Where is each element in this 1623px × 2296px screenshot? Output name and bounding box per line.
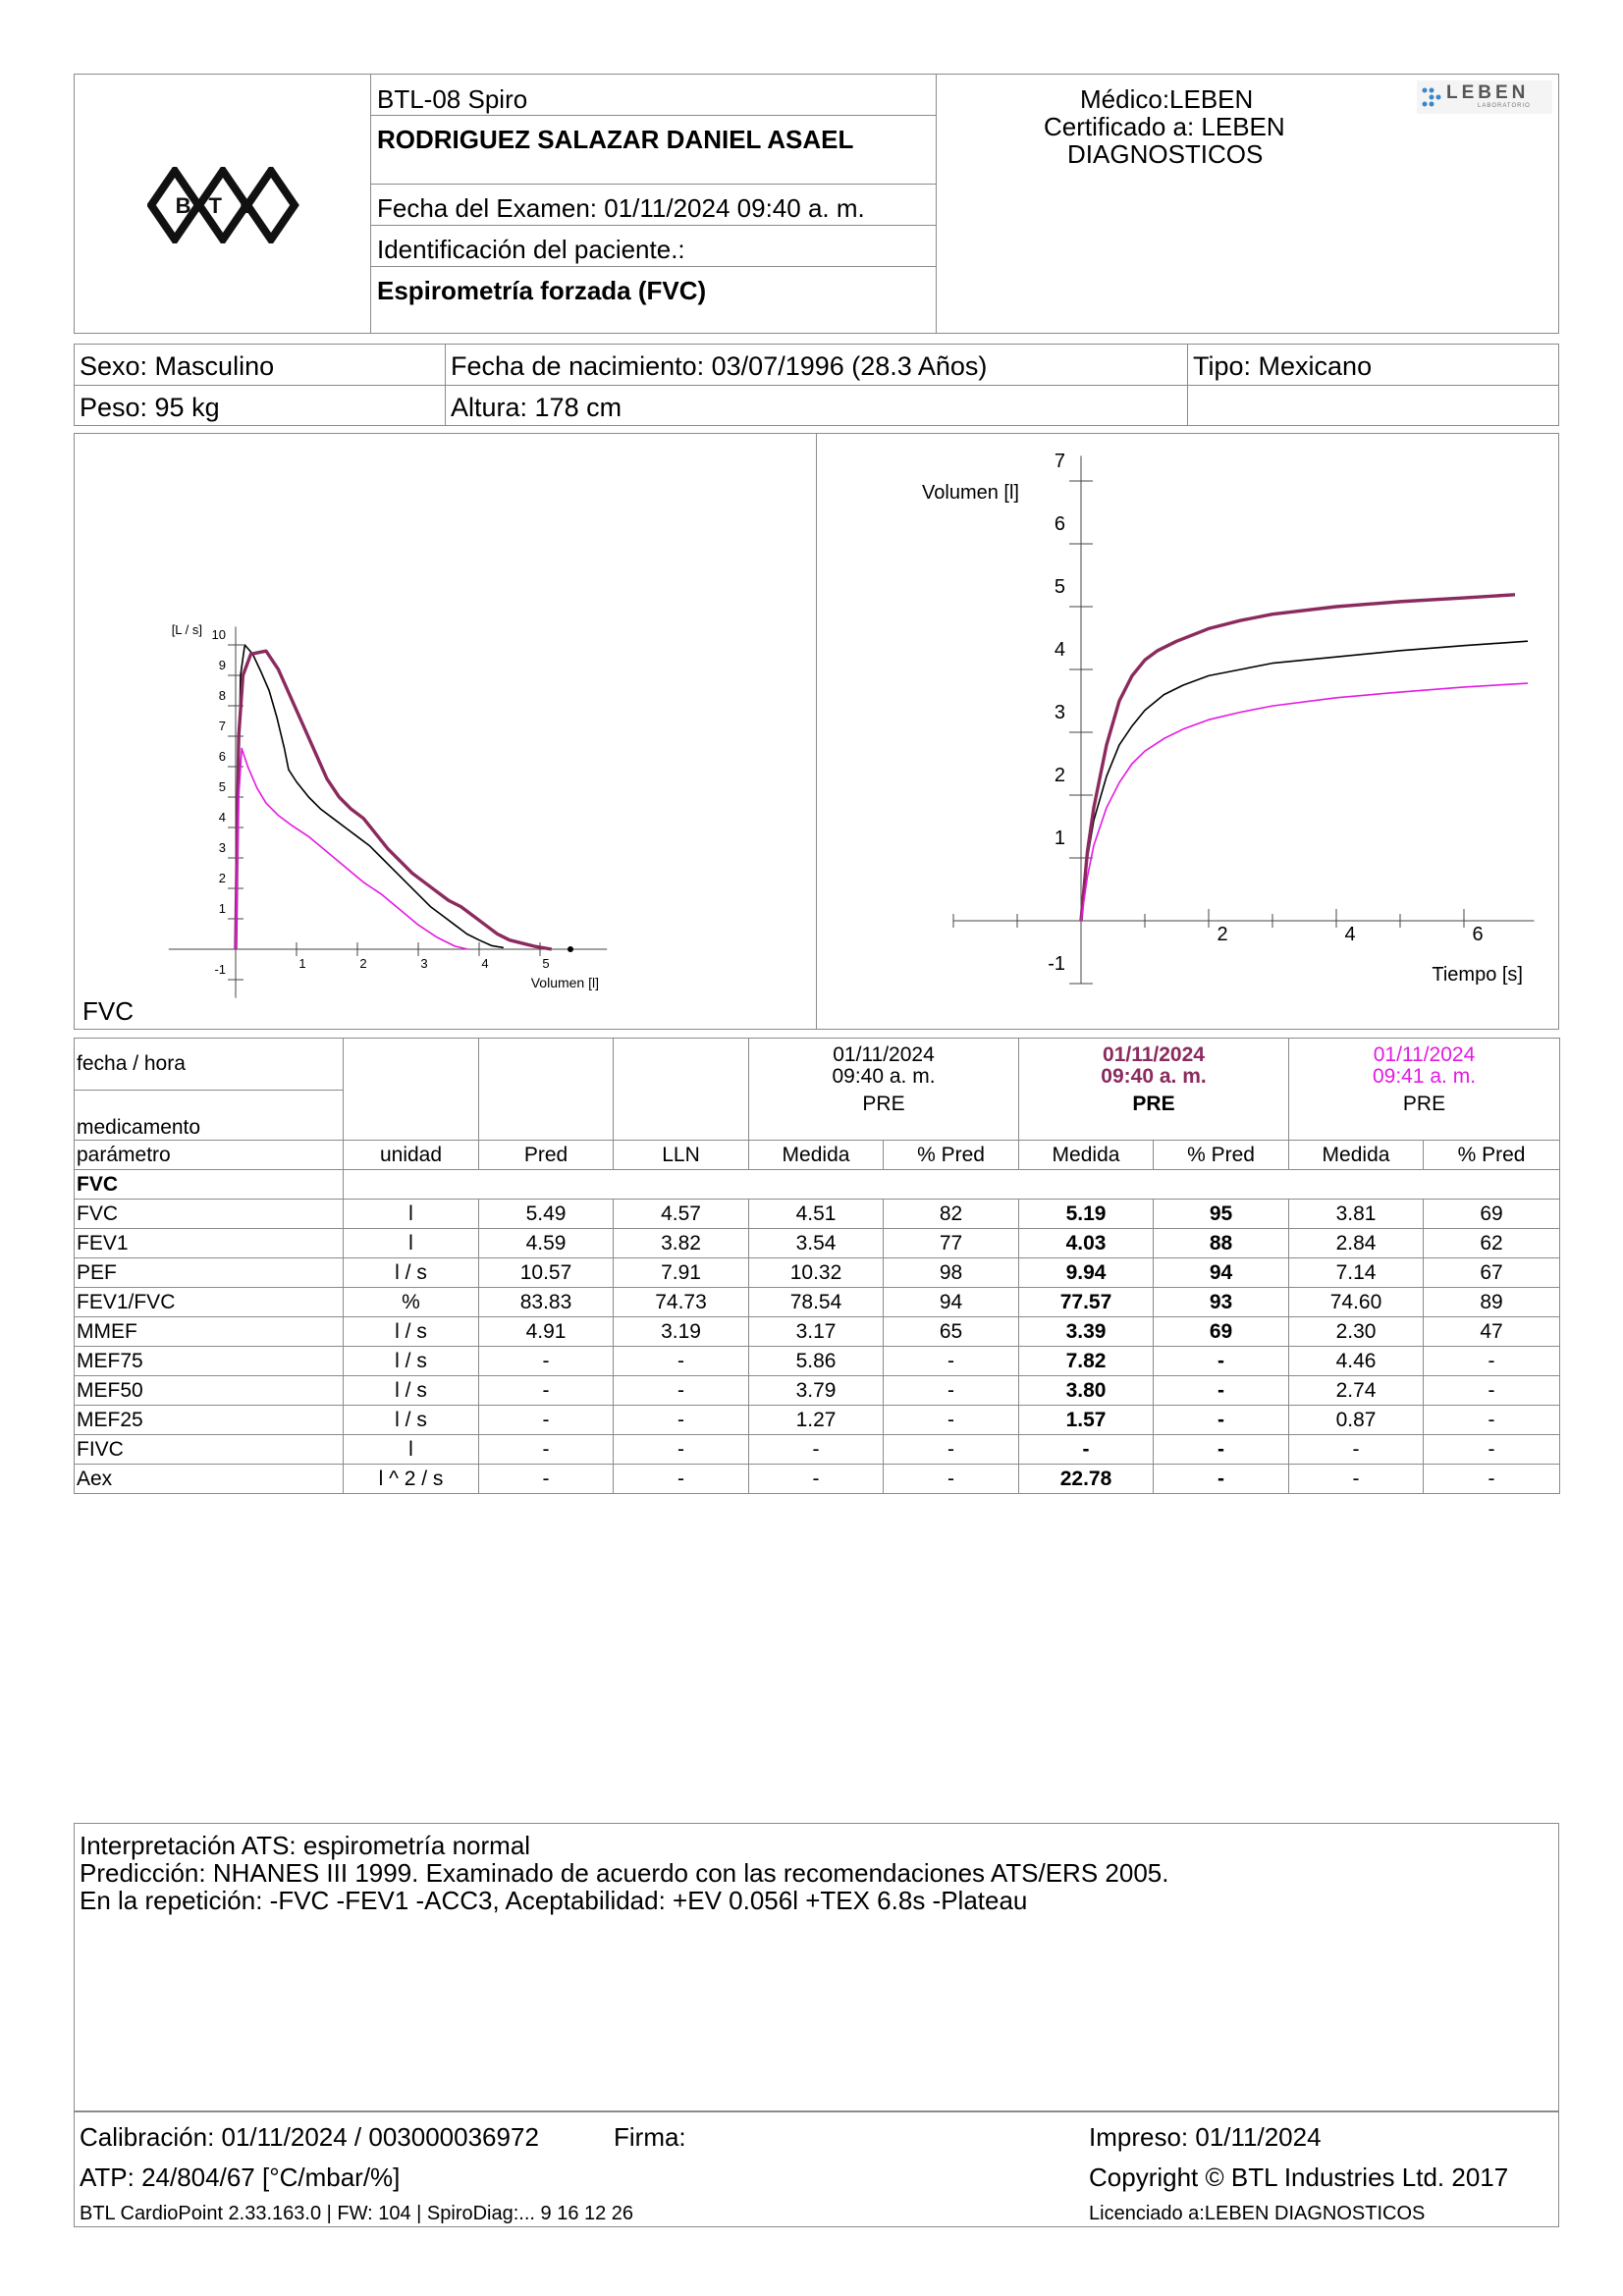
table-cell: 22.78 xyxy=(1019,1465,1154,1494)
table-cell: 7.14 xyxy=(1289,1258,1424,1288)
table-cell: 98 xyxy=(884,1258,1019,1288)
table-cell: - xyxy=(479,1435,614,1465)
y-tick-label: 7 xyxy=(218,719,226,733)
leben-logo-text: LEBEN xyxy=(1446,82,1530,103)
device-name: BTL-08 Spiro xyxy=(377,84,528,114)
header-pctpred-3: % Pred xyxy=(1424,1141,1560,1170)
table-row xyxy=(75,1406,1560,1435)
exam-date: Fecha del Examen: 01/11/2024 09:40 a. m. xyxy=(377,193,865,223)
session-3-time: 09:41 a. m. xyxy=(1372,1065,1477,1088)
session-2-med: PRE xyxy=(1132,1093,1175,1115)
header-lln: LLN xyxy=(614,1141,749,1170)
session-1-date: 01/11/2024 xyxy=(833,1043,935,1066)
table-cell: - xyxy=(479,1376,614,1406)
leben-logo-icon xyxy=(1421,86,1442,108)
series-line xyxy=(1081,641,1528,921)
table-cell: - xyxy=(479,1347,614,1376)
table-cell: - xyxy=(1289,1465,1424,1494)
table-row xyxy=(75,1465,1560,1494)
interpretation-line1: Interpretación ATS: espirometría normal xyxy=(80,1831,531,1860)
table-cell: 3.82 xyxy=(614,1229,749,1258)
table-cell: MEF25 xyxy=(75,1406,344,1435)
y-tick-label: 10 xyxy=(211,627,226,642)
copyright: Copyright © BTL Industries Ltd. 2017 xyxy=(1089,2163,1509,2192)
printed-date: Impreso: 01/11/2024 xyxy=(1089,2122,1322,2152)
table-cell: - xyxy=(614,1376,749,1406)
atp: ATP: 24/804/67 [°C/mbar/%] xyxy=(80,2163,401,2192)
table-cell: 7.91 xyxy=(614,1258,749,1288)
y-tick-label: -1 xyxy=(1048,953,1065,975)
test-type: Espirometría forzada (FVC) xyxy=(377,276,707,305)
x-tick-label: 1 xyxy=(298,956,306,971)
table-cell: 3.39 xyxy=(1019,1317,1154,1347)
table-cell: FEV1 xyxy=(75,1229,344,1258)
table-row xyxy=(75,1229,1560,1258)
table-cell: 83.83 xyxy=(479,1288,614,1317)
y-tick-label: 7 xyxy=(1054,451,1065,472)
table-cell: 88 xyxy=(1154,1229,1289,1258)
end-marker xyxy=(568,946,573,952)
table-cell: 78.54 xyxy=(749,1288,884,1317)
certified-line2: DIAGNOSTICOS xyxy=(1067,139,1264,169)
table-cell: 4.03 xyxy=(1019,1229,1154,1258)
leben-logo-sub: LABORATORIO xyxy=(1478,103,1531,109)
header-unidad: unidad xyxy=(344,1141,479,1170)
table-cell: l / s xyxy=(344,1258,479,1288)
header-parametro: parámetro xyxy=(75,1141,344,1170)
patient-birth: Fecha de nacimiento: 03/07/1996 (28.3 Años) xyxy=(451,351,988,381)
table-row xyxy=(75,1258,1560,1288)
table-cell: 3.54 xyxy=(749,1229,884,1258)
table-cell: 67 xyxy=(1424,1258,1560,1288)
table-cell: 89 xyxy=(1424,1288,1560,1317)
header-medida-1: Medida xyxy=(749,1141,884,1170)
x-tick-label: 5 xyxy=(542,956,550,971)
interpretation-line3: En la repetición: -FVC -FEV1 -ACC3, Aceptabilidad: +EV 0.056l +TEX 6.8s -Plateau xyxy=(80,1886,1028,1915)
table-cell: 3.81 xyxy=(1289,1200,1424,1229)
y-tick-label: 6 xyxy=(1054,513,1065,535)
table-cell: 3.80 xyxy=(1019,1376,1154,1406)
results-table xyxy=(74,1038,1560,1494)
table-cell: 5.49 xyxy=(479,1200,614,1229)
table-cell: 2.84 xyxy=(1289,1229,1424,1258)
y-tick-label: 8 xyxy=(218,688,226,703)
table-cell: - xyxy=(614,1465,749,1494)
table-cell: - xyxy=(884,1376,1019,1406)
table-cell: 77.57 xyxy=(1019,1288,1154,1317)
table-cell: 74.60 xyxy=(1289,1288,1424,1317)
medicamento-label: medicamento xyxy=(75,1091,344,1141)
session-3-header xyxy=(1289,1039,1560,1141)
section-fvc: FVC xyxy=(75,1170,344,1200)
x-tick-label: 2 xyxy=(1217,924,1228,945)
btl-logo xyxy=(147,167,299,243)
header-medida-2: Medida xyxy=(1019,1141,1154,1170)
table-cell: 4.51 xyxy=(749,1200,884,1229)
header-pctpred-2: % Pred xyxy=(1154,1141,1289,1170)
session-3-date: 01/11/2024 xyxy=(1373,1043,1476,1066)
table-cell: 4.57 xyxy=(614,1200,749,1229)
table-cell: - xyxy=(479,1406,614,1435)
table-cell: Aex xyxy=(75,1465,344,1494)
table-cell: MEF50 xyxy=(75,1376,344,1406)
table-row xyxy=(75,1200,1560,1229)
table-cell: l ^ 2 / s xyxy=(344,1465,479,1494)
table-cell: - xyxy=(1289,1435,1424,1465)
patient-name: RODRIGUEZ SALAZAR DANIEL ASAEL xyxy=(377,125,854,154)
table-cell: 2.74 xyxy=(1289,1376,1424,1406)
session-1-med: PRE xyxy=(862,1093,905,1115)
y-tick-label: 4 xyxy=(218,810,226,825)
table-cell: l xyxy=(344,1200,479,1229)
patient-id-label: Identificación del paciente.: xyxy=(377,235,685,264)
calibration: Calibración: 01/11/2024 / 003000036972 xyxy=(80,2122,539,2152)
table-cell: MEF75 xyxy=(75,1347,344,1376)
leben-logo xyxy=(1417,80,1552,114)
y-tick-label: 9 xyxy=(218,658,226,672)
table-cell: 3.17 xyxy=(749,1317,884,1347)
table-cell: 3.19 xyxy=(614,1317,749,1347)
table-cell: MMEF xyxy=(75,1317,344,1347)
table-cell: 7.82 xyxy=(1019,1347,1154,1376)
table-cell: 4.91 xyxy=(479,1317,614,1347)
header-pctpred-1: % Pred xyxy=(884,1141,1019,1170)
series-line xyxy=(1081,595,1515,921)
table-cell: - xyxy=(1154,1406,1289,1435)
doctor-label: Médico:LEBEN xyxy=(1080,84,1254,114)
table-cell: - xyxy=(614,1406,749,1435)
y-axis-label: [L / s] xyxy=(171,622,202,637)
table-cell: 95 xyxy=(1154,1200,1289,1229)
certified-line1: Certificado a: LEBEN xyxy=(1044,112,1285,141)
table-cell: - xyxy=(614,1347,749,1376)
table-cell: FIVC xyxy=(75,1435,344,1465)
flow-volume-title: FVC xyxy=(82,996,134,1026)
table-cell: 69 xyxy=(1154,1317,1289,1347)
table-cell: 77 xyxy=(884,1229,1019,1258)
table-cell: % xyxy=(344,1288,479,1317)
table-cell: 10.57 xyxy=(479,1258,614,1288)
btl-logo-text: BTL xyxy=(175,193,271,218)
table-row xyxy=(75,1317,1560,1347)
table-cell: - xyxy=(884,1347,1019,1376)
table-cell: - xyxy=(1154,1376,1289,1406)
table-cell: - xyxy=(1154,1465,1289,1494)
x-tick-label: 6 xyxy=(1472,924,1484,945)
interpretation-line2: Predicción: NHANES III 1999. Examinado de acuerdo con las recomendaciones ATS/ERS 2005. xyxy=(80,1858,1169,1888)
table-cell: - xyxy=(884,1465,1019,1494)
y-tick-label: 6 xyxy=(218,749,226,764)
table-row xyxy=(75,1376,1560,1406)
table-cell: 2.30 xyxy=(1289,1317,1424,1347)
table-cell: 4.46 xyxy=(1289,1347,1424,1376)
table-cell: PEF xyxy=(75,1258,344,1288)
table-cell: l xyxy=(344,1435,479,1465)
y-tick-label: 4 xyxy=(1054,639,1065,661)
table-cell: 74.73 xyxy=(614,1288,749,1317)
table-cell: FVC xyxy=(75,1200,344,1229)
table-cell: 5.86 xyxy=(749,1347,884,1376)
table-cell: FEV1/FVC xyxy=(75,1288,344,1317)
session-2-date: 01/11/2024 xyxy=(1103,1043,1205,1066)
x-tick-label: 2 xyxy=(359,956,367,971)
table-cell: - xyxy=(884,1406,1019,1435)
header-medida-3: Medida xyxy=(1289,1141,1424,1170)
session-2-time: 09:40 a. m. xyxy=(1101,1065,1207,1088)
volume-time-chart xyxy=(817,434,1558,1029)
patient-sex: Sexo: Masculino xyxy=(80,351,275,381)
series-line xyxy=(236,748,467,949)
y-tick-label: -1 xyxy=(214,962,226,977)
table-cell: - xyxy=(479,1465,614,1494)
table-cell: 93 xyxy=(1154,1288,1289,1317)
table-row xyxy=(75,1288,1560,1317)
table-cell: l / s xyxy=(344,1406,479,1435)
table-cell: - xyxy=(749,1465,884,1494)
y-tick-label: 3 xyxy=(1054,702,1065,723)
table-cell: 82 xyxy=(884,1200,1019,1229)
session-3-med: PRE xyxy=(1402,1093,1446,1115)
patient-type: Tipo: Mexicano xyxy=(1193,351,1373,381)
table-cell: 94 xyxy=(1154,1258,1289,1288)
y-tick-label: 5 xyxy=(1054,576,1065,598)
table-cell: - xyxy=(1424,1465,1560,1494)
table-cell: - xyxy=(614,1435,749,1465)
table-cell: 47 xyxy=(1424,1317,1560,1347)
x-tick-label: 4 xyxy=(1344,924,1356,945)
y-tick-label: 3 xyxy=(218,840,226,855)
table-cell: 1.27 xyxy=(749,1406,884,1435)
table-cell: 69 xyxy=(1424,1200,1560,1229)
y-tick-label: 1 xyxy=(1054,828,1065,849)
series-line xyxy=(1081,683,1528,921)
header-pred: Pred xyxy=(479,1141,614,1170)
table-cell: - xyxy=(749,1435,884,1465)
table-cell: 5.19 xyxy=(1019,1200,1154,1229)
fecha-hora-label: fecha / hora xyxy=(75,1039,344,1091)
table-cell: l / s xyxy=(344,1347,479,1376)
patient-height: Altura: 178 cm xyxy=(451,393,622,422)
software-version: BTL CardioPoint 2.33.163.0 | FW: 104 | SpiroDiag:... 9 16 12 26 xyxy=(80,2203,634,2224)
patient-weight: Peso: 95 kg xyxy=(80,393,220,422)
table-cell: 9.94 xyxy=(1019,1258,1154,1288)
table-row xyxy=(75,1435,1560,1465)
y-axis-label: Volumen [l] xyxy=(922,482,1019,504)
y-tick-label: 2 xyxy=(1054,765,1065,786)
x-axis-label: Volumen [l] xyxy=(530,975,599,990)
session-1-time: 09:40 a. m. xyxy=(832,1065,936,1088)
table-cell: 3.79 xyxy=(749,1376,884,1406)
table-cell: 0.87 xyxy=(1289,1406,1424,1435)
table-cell: - xyxy=(1154,1435,1289,1465)
signature-label: Firma: xyxy=(614,2122,686,2152)
table-cell: - xyxy=(1154,1347,1289,1376)
table-cell: l xyxy=(344,1229,479,1258)
table-cell: l / s xyxy=(344,1376,479,1406)
table-cell: l / s xyxy=(344,1317,479,1347)
x-tick-label: 3 xyxy=(420,956,428,971)
table-cell: 94 xyxy=(884,1288,1019,1317)
table-row xyxy=(75,1347,1560,1376)
y-tick-label: 2 xyxy=(218,871,226,885)
y-tick-label: 5 xyxy=(218,779,226,794)
table-cell: 65 xyxy=(884,1317,1019,1347)
flow-volume-chart xyxy=(75,434,815,1029)
table-cell: - xyxy=(1424,1347,1560,1376)
session-1-header xyxy=(749,1039,1019,1141)
table-cell: 4.59 xyxy=(479,1229,614,1258)
table-cell: 10.32 xyxy=(749,1258,884,1288)
table-cell: 1.57 xyxy=(1019,1406,1154,1435)
series-line xyxy=(236,645,504,949)
session-2-header xyxy=(1019,1039,1289,1141)
table-cell: - xyxy=(1424,1406,1560,1435)
x-tick-label: 4 xyxy=(481,956,489,971)
table-cell: - xyxy=(1019,1435,1154,1465)
table-cell: 62 xyxy=(1424,1229,1560,1258)
table-cell: - xyxy=(884,1435,1019,1465)
x-axis-label: Tiempo [s] xyxy=(1432,964,1523,986)
table-cell: - xyxy=(1424,1376,1560,1406)
table-cell: - xyxy=(1424,1435,1560,1465)
y-tick-label: 1 xyxy=(218,901,226,916)
license: Licenciado a:LEBEN DIAGNOSTICOS xyxy=(1089,2203,1426,2224)
